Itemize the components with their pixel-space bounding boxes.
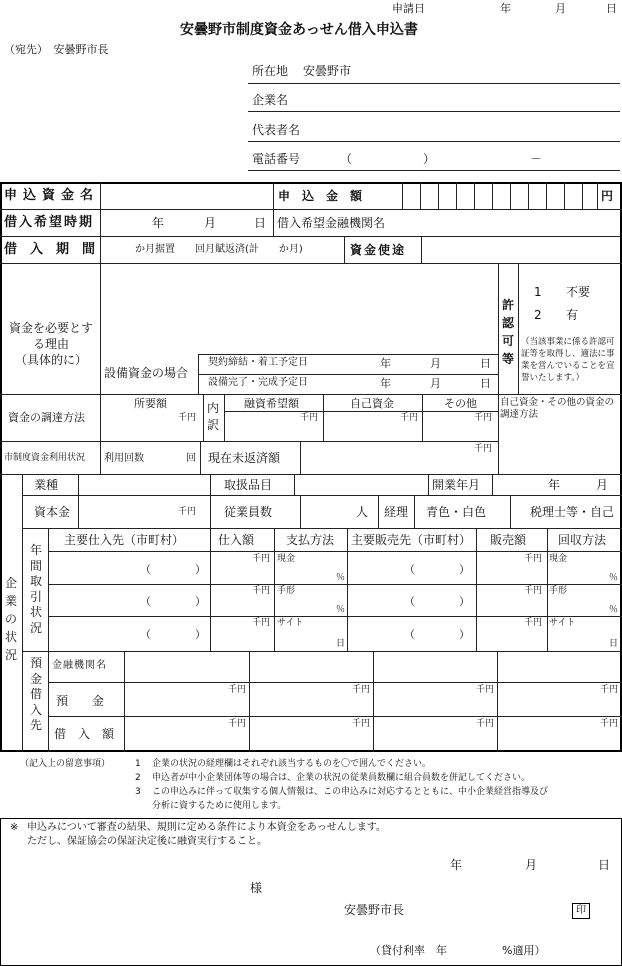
address-underline bbox=[248, 83, 620, 84]
company-name-field[interactable] bbox=[300, 88, 620, 110]
tax-accountant-options[interactable]: 税理士等・自己 bbox=[530, 505, 615, 519]
supplier-field[interactable] bbox=[50, 553, 208, 583]
purchase-field[interactable] bbox=[212, 597, 272, 615]
own-funds-label: 自己資金 bbox=[350, 397, 394, 410]
usage-count-label: 利用回数 bbox=[104, 453, 144, 464]
amount-field[interactable] bbox=[403, 184, 597, 208]
accounting-label: 経理 bbox=[384, 505, 409, 519]
phone-label: 電話番号 bbox=[252, 152, 301, 166]
bank-name-field-4[interactable] bbox=[499, 653, 620, 681]
deposit-unit-4: 千円 bbox=[600, 685, 619, 695]
supplier-field[interactable] bbox=[50, 586, 208, 615]
borrow-field-2[interactable] bbox=[251, 730, 372, 750]
sales-field[interactable] bbox=[478, 597, 546, 615]
required-unit: 千円 bbox=[178, 413, 197, 423]
supplier-paren: （ ） bbox=[140, 563, 206, 576]
breakdown-label: 内訳 bbox=[206, 401, 219, 432]
other-funds-field[interactable] bbox=[424, 412, 497, 440]
approval-year: 年 bbox=[450, 858, 463, 872]
customer-paren: （ ） bbox=[404, 628, 470, 641]
pay-cash-pct: ％ bbox=[336, 573, 346, 583]
contract-date-label: 契約締結・着工予定日 bbox=[208, 357, 308, 368]
deposit-label: 預 金 bbox=[56, 694, 105, 708]
purchase-unit: 千円 bbox=[252, 618, 271, 628]
usage-times-label: 回 bbox=[186, 453, 196, 464]
borrow-field-1[interactable] bbox=[126, 730, 247, 750]
borrow-unit-4: 千円 bbox=[600, 719, 619, 729]
fund-name-field[interactable] bbox=[102, 184, 272, 208]
fund-name-label: 申込資金名 bbox=[4, 188, 100, 203]
loan-period-label: 借 入 期 間 bbox=[4, 242, 96, 257]
purchase-unit: 千円 bbox=[252, 554, 271, 564]
unpaid-balance-label: 現在未返済額 bbox=[208, 451, 281, 465]
amount-yen-label: 円 bbox=[601, 189, 614, 203]
date-month-label: 月 bbox=[555, 2, 566, 15]
other-funds-unit: 千円 bbox=[474, 413, 493, 423]
loan-hope-amount-label: 融資希望額 bbox=[244, 397, 299, 410]
capital-label: 資本金 bbox=[34, 505, 71, 519]
pay-bill-field[interactable] bbox=[290, 598, 335, 614]
sales-field[interactable] bbox=[478, 630, 546, 649]
accounting-options[interactable]: 青色・白色 bbox=[426, 505, 487, 519]
permit-opt1-number: 1 bbox=[534, 285, 542, 299]
collect-cash-pct: ％ bbox=[609, 573, 619, 583]
collect-cash-label: 現金 bbox=[549, 554, 568, 564]
contract-year: 年 bbox=[380, 357, 391, 370]
products-label: 取扱品目 bbox=[224, 478, 273, 492]
complete-year: 年 bbox=[380, 377, 391, 390]
supplier-paren: （ ） bbox=[140, 595, 206, 608]
loan-hope-amount-field[interactable] bbox=[226, 412, 322, 440]
deposit-unit-1: 千円 bbox=[228, 685, 247, 695]
borrow-amount-label: 借 入 額 bbox=[54, 727, 115, 741]
desired-date-label: 借入希望時期 bbox=[4, 215, 95, 230]
seal-mark: 印 bbox=[572, 903, 590, 919]
supplier-header: 主要仕入先（市町村） bbox=[64, 533, 185, 547]
deposit-borrow-label: 預金借入先 bbox=[29, 656, 42, 732]
bank-hope-field[interactable] bbox=[404, 211, 620, 235]
employees-field[interactable] bbox=[302, 497, 352, 527]
note-3-line2: 分析に資するために使用します。 bbox=[152, 801, 287, 811]
representative-field[interactable] bbox=[310, 117, 620, 139]
customer-header: 主要販売先（市町村） bbox=[351, 533, 472, 547]
unpaid-balance-unit: 千円 bbox=[474, 444, 493, 454]
collect-bill-pct: ％ bbox=[609, 605, 619, 615]
annual-trade-label: 年間取引状況 bbox=[29, 543, 42, 635]
amount-label: 申 込 金 額 bbox=[278, 189, 363, 203]
desired-day-label: 日 bbox=[254, 216, 267, 230]
addressee-sama: 様 bbox=[250, 881, 263, 895]
usage-label: 資金使途 bbox=[350, 243, 407, 257]
approval-month: 月 bbox=[525, 858, 538, 872]
application-month-field[interactable] bbox=[515, 0, 555, 16]
pay-bill-label: 手形 bbox=[277, 586, 296, 596]
pay-site-label: サイト bbox=[277, 618, 304, 628]
deposit-unit-3: 千円 bbox=[476, 685, 495, 695]
pay-cash-field[interactable] bbox=[290, 566, 335, 582]
other-funding-method-field[interactable] bbox=[500, 422, 620, 472]
pay-site-field[interactable] bbox=[290, 631, 335, 648]
borrow-field-4[interactable] bbox=[499, 730, 620, 750]
phone-underline bbox=[248, 170, 620, 171]
sales-unit: 千円 bbox=[524, 554, 543, 564]
customer-field[interactable] bbox=[349, 586, 475, 615]
approval-line1: 申込みについて審査の結果、規則に定める条件により本資金をあっせんします。 bbox=[27, 822, 386, 833]
application-day-field[interactable] bbox=[570, 0, 605, 16]
purchase-unit: 千円 bbox=[252, 586, 271, 596]
borrow-unit-3: 千円 bbox=[476, 719, 495, 729]
industry-field[interactable] bbox=[80, 476, 208, 494]
desired-year-label: 年 bbox=[152, 216, 165, 230]
purchase-field[interactable] bbox=[212, 565, 272, 583]
required-amount-label: 所要額 bbox=[134, 397, 167, 410]
date-day-label: 日 bbox=[606, 2, 617, 15]
loan-hope-unit: 千円 bbox=[300, 413, 319, 423]
deposit-field-1[interactable] bbox=[126, 696, 247, 715]
loan-period-field[interactable] bbox=[102, 238, 342, 262]
form-title: 安曇野市制度資金あっせん借入申込書 bbox=[180, 22, 418, 38]
sales-unit: 千円 bbox=[524, 618, 543, 628]
usage-status-label: 市制度資金利用状況 bbox=[4, 453, 86, 463]
complete-month: 月 bbox=[430, 377, 441, 390]
deposit-field-2[interactable] bbox=[251, 696, 372, 715]
representative-label: 代表者名 bbox=[252, 123, 301, 137]
permit-note: （当該事業に係る許認可証等を取得し、適法に事業を営んでいることを宣誓いたします。） bbox=[521, 337, 615, 383]
approval-day: 日 bbox=[598, 858, 611, 872]
contract-date-field[interactable] bbox=[320, 355, 496, 373]
bank-name-field-2[interactable] bbox=[251, 653, 372, 681]
note-3-number: 3 bbox=[135, 787, 141, 797]
collection-header: 回収方法 bbox=[558, 533, 607, 547]
collect-site-label: サイト bbox=[549, 618, 576, 628]
bank-name-label: 金融機関名 bbox=[52, 660, 107, 671]
industry-label: 業種 bbox=[34, 478, 59, 492]
addressee: （宛先） 安曇野市長 bbox=[4, 43, 109, 56]
note-1: 企業の状況の経理欄はそれぞれ該当するものを〇で囲んでください。 bbox=[152, 759, 432, 769]
collect-site-day: 日 bbox=[609, 639, 619, 649]
capital-unit: 千円 bbox=[178, 507, 197, 517]
funding-method-label: 資金の調達方法 bbox=[8, 411, 85, 424]
complete-date-label: 設備完了・完成予定日 bbox=[208, 377, 308, 388]
phone-close-paren: ） bbox=[423, 152, 436, 166]
approval-mark: ※ bbox=[10, 822, 19, 833]
employees-unit: 人 bbox=[356, 505, 369, 519]
date-year-label: 年 bbox=[500, 2, 511, 15]
reason-sub-label: （具体的に） bbox=[14, 353, 87, 367]
usage-count-field[interactable] bbox=[150, 445, 185, 471]
sales-field[interactable] bbox=[478, 565, 546, 583]
founded-month: 月 bbox=[596, 478, 609, 492]
other-funding-method-note: 自己資金・その他の資金の調達方法 bbox=[500, 397, 615, 420]
note-2: 申込者が中小企業団体等の場合は、企業の状況の従業員数欄に組合員数を併記してください。 bbox=[152, 773, 531, 783]
collect-bill-field[interactable] bbox=[562, 598, 607, 614]
loan-rate-field[interactable] bbox=[460, 940, 522, 958]
sales-header: 販売額 bbox=[490, 533, 527, 547]
collect-bill-label: 手形 bbox=[549, 586, 568, 596]
pay-site-day: 日 bbox=[336, 639, 346, 649]
customer-paren: （ ） bbox=[404, 563, 470, 576]
borrow-field-3[interactable] bbox=[375, 730, 496, 750]
usage-field[interactable] bbox=[423, 238, 620, 262]
borrow-unit-1: 千円 bbox=[228, 719, 247, 729]
permit-opt2-label[interactable]: 有 bbox=[566, 308, 579, 322]
address-label: 所在地 bbox=[252, 64, 289, 78]
permit-opt1-label[interactable]: 不要 bbox=[566, 285, 591, 299]
payment-header: 支払方法 bbox=[286, 533, 335, 547]
phone-open-paren: （ bbox=[340, 152, 353, 166]
pay-cash-label: 現金 bbox=[277, 554, 296, 564]
equipment-case-label: 設備資金の場合 bbox=[104, 366, 189, 380]
note-1-number: 1 bbox=[135, 759, 141, 769]
founded-field[interactable] bbox=[494, 476, 620, 494]
contract-day: 日 bbox=[480, 357, 491, 370]
contract-month: 月 bbox=[430, 357, 441, 370]
collect-cash-field[interactable] bbox=[562, 566, 607, 582]
borrow-unit-2: 千円 bbox=[352, 719, 371, 729]
complete-day: 日 bbox=[480, 377, 491, 390]
phone-field[interactable] bbox=[350, 147, 610, 169]
address-field[interactable] bbox=[360, 60, 620, 82]
own-funds-unit: 千円 bbox=[400, 413, 419, 423]
complete-date-field[interactable] bbox=[320, 375, 496, 393]
addressee-name-field[interactable] bbox=[20, 876, 245, 898]
unpaid-balance-field[interactable] bbox=[302, 443, 496, 473]
purchase-field[interactable] bbox=[212, 630, 272, 649]
customer-paren: （ ） bbox=[404, 595, 470, 608]
supplier-paren: （ ） bbox=[140, 628, 206, 641]
pay-bill-pct: ％ bbox=[336, 605, 346, 615]
deposit-field-3[interactable] bbox=[375, 696, 496, 715]
supplier-field[interactable] bbox=[50, 618, 208, 650]
customer-field[interactable] bbox=[349, 618, 475, 650]
sales-unit: 千円 bbox=[524, 586, 543, 596]
company-underline bbox=[248, 111, 620, 112]
approval-line2: ただし、保証協会の保証決定後に融資実行すること。 bbox=[27, 836, 267, 847]
purchase-header: 仕入額 bbox=[218, 533, 255, 547]
founded-label: 開業年月 bbox=[432, 478, 481, 492]
employees-label: 従業員数 bbox=[224, 505, 273, 519]
loan-period-detail: か月据置 回月賦返済(計 か月) bbox=[135, 244, 303, 255]
notes-heading: （記入上の留意事項） bbox=[20, 759, 111, 769]
address-value: 安曇野市 bbox=[303, 64, 352, 78]
permit-label: 許認可等 bbox=[501, 298, 514, 366]
products-field[interactable] bbox=[296, 476, 426, 494]
reason-textarea[interactable] bbox=[102, 265, 496, 353]
customer-field[interactable] bbox=[349, 553, 475, 583]
capital-field[interactable] bbox=[80, 497, 208, 527]
founded-year: 年 bbox=[548, 478, 561, 492]
bank-name-field-3[interactable] bbox=[375, 653, 496, 681]
desired-month-label: 月 bbox=[204, 216, 217, 230]
application-date-label: 申請日 bbox=[392, 2, 425, 15]
collect-site-field[interactable] bbox=[562, 631, 607, 648]
company-status-label: 企業の状況 bbox=[4, 576, 17, 662]
required-amount-field[interactable] bbox=[102, 412, 202, 440]
phone-dash: － bbox=[530, 152, 543, 166]
deposit-field-4[interactable] bbox=[499, 696, 620, 715]
desired-date-field[interactable] bbox=[102, 211, 272, 235]
note-3-line1: この申込みに伴って収集する個人情報は、この申込みに対応するとともに、中小企業経営指導及び bbox=[152, 787, 549, 797]
loan-rate-text: （貸付利率 年 %適用） bbox=[370, 944, 546, 957]
approval-mayor: 安曇野市長 bbox=[344, 903, 405, 917]
bank-hope-label: 借入希望金融機関名 bbox=[277, 216, 386, 230]
permit-opt2-number: 2 bbox=[534, 308, 542, 322]
own-funds-field[interactable] bbox=[325, 412, 421, 440]
rep-underline bbox=[248, 141, 620, 142]
company-name-label: 企業名 bbox=[252, 93, 289, 107]
deposit-unit-2: 千円 bbox=[352, 685, 371, 695]
bank-name-field-1[interactable] bbox=[126, 653, 247, 681]
reason-label: 資金を必要とする理由 （具体的に） bbox=[8, 321, 93, 367]
application-year-field[interactable] bbox=[435, 0, 495, 16]
note-2-number: 2 bbox=[135, 773, 141, 783]
other-funds-label: その他 bbox=[444, 397, 477, 410]
